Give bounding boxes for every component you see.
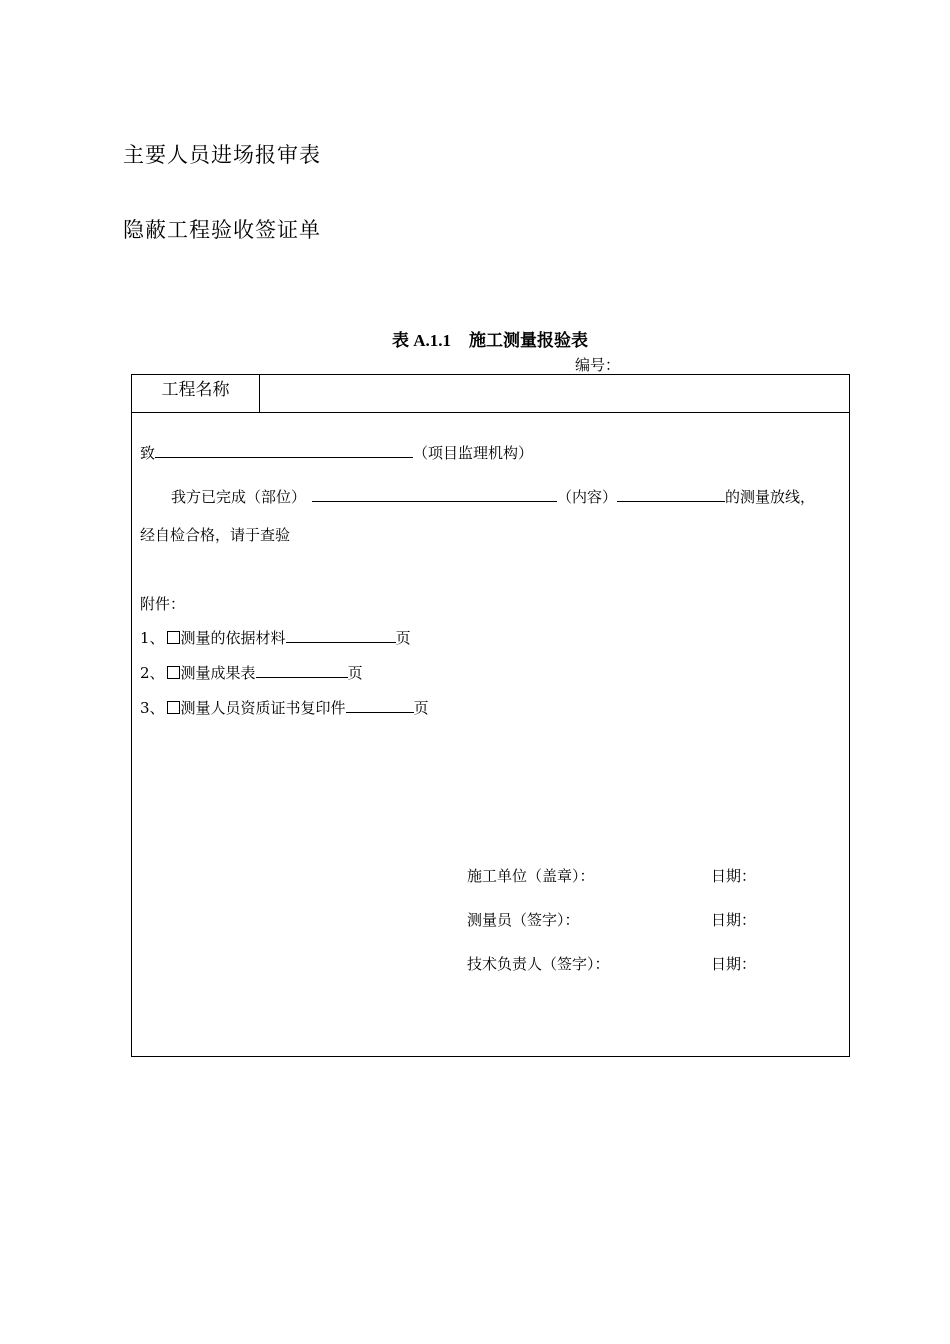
- location-blank[interactable]: [312, 489, 557, 502]
- attachment-text: 测量的依据材料: [180, 629, 286, 647]
- form-code: 表 A.1.1: [391, 331, 452, 350]
- technical-lead-date-label: 日期：: [711, 955, 757, 973]
- page-count-blank[interactable]: [256, 665, 348, 678]
- checkbox-icon[interactable]: [167, 701, 180, 714]
- attachment-number: 1、: [140, 629, 165, 647]
- attachment-number: 2、: [140, 664, 165, 682]
- heading-personnel-entry-form: 主要人员进场报审表: [123, 143, 321, 167]
- survey-inspection-form: [131, 374, 850, 1057]
- attachment-unit: 页: [413, 699, 429, 717]
- attachments-label: 附件：: [140, 595, 186, 613]
- page-count-blank[interactable]: [346, 700, 414, 713]
- addressee-blank[interactable]: [155, 445, 413, 458]
- attachment-unit: 页: [347, 664, 363, 682]
- project-name-field[interactable]: [260, 375, 849, 412]
- statement-prefix: 我方已完成（部位）: [171, 488, 307, 506]
- project-name-label: 工程名称: [132, 375, 260, 412]
- form-title: [0, 326, 950, 351]
- attachment-text: 测量成果表: [180, 664, 256, 682]
- content-label: （内容）: [557, 488, 618, 506]
- statement-line-2: 经自检合格，请于查验: [140, 526, 291, 544]
- surveyor-signature-label: 测量员（签字）：: [467, 911, 580, 929]
- statement-suffix: 的测量放线，: [725, 488, 816, 506]
- heading-concealed-works-form: 隐蔽工程验收签证单: [123, 218, 321, 242]
- addressee-prefix: 致: [140, 444, 156, 462]
- statement-line: [171, 486, 815, 507]
- surveyor-date-label: 日期：: [711, 911, 757, 929]
- checkbox-icon[interactable]: [167, 631, 180, 644]
- construction-unit-date-label: 日期：: [711, 867, 757, 885]
- addressee-suffix: （项目监理机构）: [413, 444, 534, 462]
- attachment-number: 3、: [140, 699, 165, 717]
- construction-unit-seal-label: 施工单位（盖章）：: [467, 867, 595, 885]
- technical-lead-signature-label: 技术负责人（签字）：: [467, 955, 610, 973]
- attachment-unit: 页: [395, 629, 411, 647]
- form-name: 施工测量报验表: [469, 331, 589, 351]
- serial-number-label: 编号：: [575, 356, 621, 374]
- checkbox-icon[interactable]: [167, 666, 180, 679]
- attachment-item: [140, 662, 363, 683]
- content-blank[interactable]: [617, 489, 725, 502]
- page-count-blank[interactable]: [286, 630, 396, 643]
- attachment-text: 测量人员资质证书复印件: [180, 699, 346, 717]
- addressee-line: [140, 442, 533, 463]
- attachment-item: [140, 627, 411, 648]
- attachment-item: [140, 697, 429, 718]
- project-name-row: [132, 375, 849, 413]
